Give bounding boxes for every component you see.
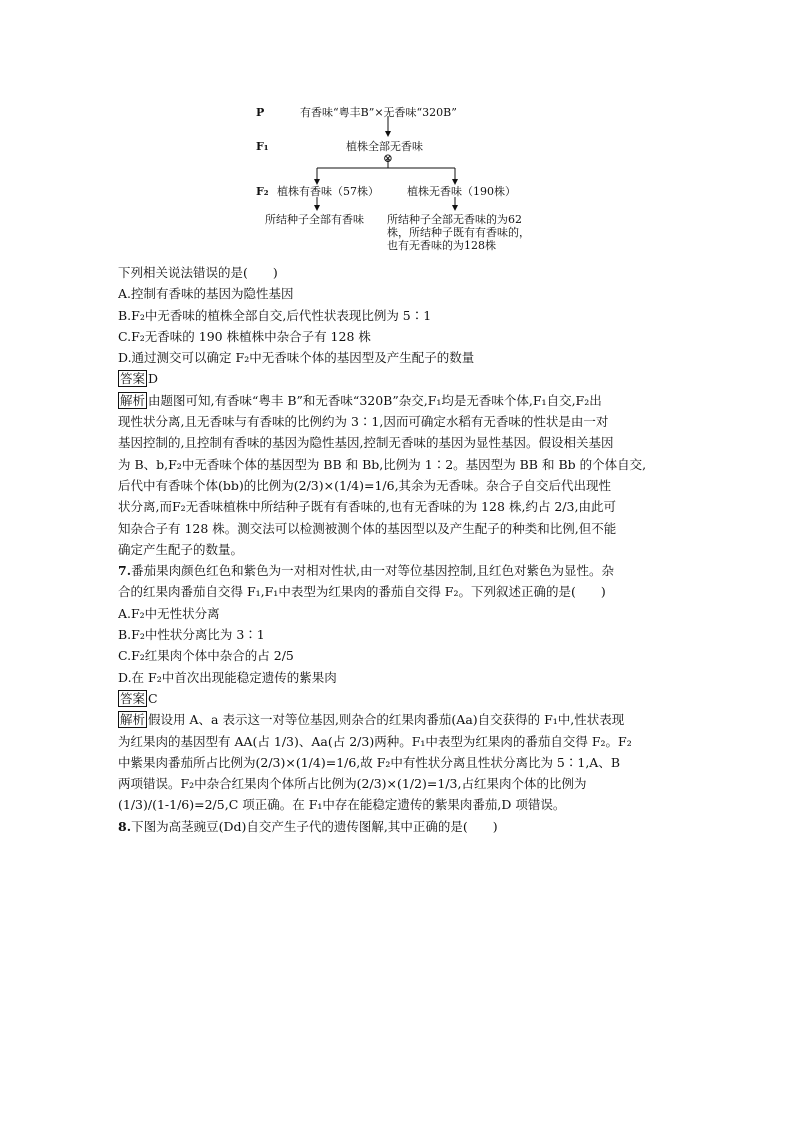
- q6-answer: [118, 368, 688, 389]
- q6-analysis-line: 后代中有香味个体(bb)的比例为(2/3)×(1/4)=1/6,其余为无香味。杂合子自交后代出现性: [118, 477, 612, 493]
- q6-analysis-text: 由题图可知,有香味“粤丰 B”和无香味“320B”杂交,F₁均是无香味个体,F₁自交,F₂出: [148, 392, 602, 408]
- q7-option-a: A.F₂中无性状分离: [118, 605, 220, 621]
- genetic-cross-diagram: [250, 100, 570, 265]
- selfing-icon: ⊗: [383, 151, 394, 165]
- right-result-line-1: 所结种子全部无香味的为62: [387, 213, 522, 226]
- q6-analysis-line: [118, 390, 688, 411]
- q7-analysis-line: 中紫果肉番茄所占比例为(2/3)×(1/4)=1/6,故 F₂中有性状分离且性状分离比为 5∶1,A、B: [118, 754, 621, 770]
- f1-text: 植株全部无香味: [346, 140, 423, 153]
- p-cross-text: 有香味“粤丰B”×无香味“320B”: [300, 106, 457, 119]
- q7-option-d: D.在 F₂中首次出现能稳定遗传的紫果肉: [118, 669, 337, 685]
- q7-answer: [118, 688, 688, 709]
- f1-label: F₁: [256, 140, 269, 153]
- q7-option-b: B.F₂中性状分离比为 3∶1: [118, 627, 265, 643]
- q7-stem-line: 合的红果肉番茄自交得 F₁,F₁中表型为红果肉的番茄自交得 F₂。下列叙述正确的是( ): [118, 584, 606, 600]
- q7-stem-line: [118, 560, 688, 581]
- right-result-line-3: 也有无香味的为128株: [387, 239, 496, 252]
- q6-option-a: A.控制有香味的基因为隐性基因: [118, 286, 294, 302]
- q8-number: 8.: [118, 818, 132, 834]
- q7-analysis-text: 假设用 A、a 表示这一对等位基因,则杂合的红果肉番茄(Aa)自交获得的 F₁中,性状表现: [148, 712, 625, 728]
- q6-answer-value: D: [148, 371, 159, 387]
- left-result-text: 所结种子全部有香味: [265, 213, 364, 226]
- right-result-line-2: 株，所结种子既有有香味的，: [387, 226, 530, 239]
- q6-option-c: C.F₂无香味的 190 株植株中杂合子有 128 株: [118, 328, 371, 344]
- q6-analysis-line: 状分离,而F₂无香味植株中所结种子既有有香味的,也有无香味的为 128 株,约占 2/3,由此可: [118, 499, 616, 515]
- q6-analysis-line: 为 B、b,F₂中无香味个体的基因型为 BB 和 Bb,比例为 1∶2。基因型为 BB 和 Bb 的个体自交,: [118, 456, 647, 472]
- f2-label: F₂: [256, 185, 269, 198]
- q7-analysis-line: [118, 709, 688, 730]
- answer-label: 答案: [120, 690, 146, 706]
- q6-option-d: D.通过测交可以确定 F₂中无香味个体的基因型及产生配子的数量: [118, 350, 475, 366]
- q7-stem-text: 番茄果肉颜色红色和紫色为一对相对性状,由一对等位基因控制,且红色对紫色为显性。杂: [131, 563, 615, 579]
- document-body: [118, 262, 688, 837]
- p-label: P: [256, 106, 265, 119]
- q6-analysis-line: 知杂合子有 128 株。测交法可以检测被测个体的基因型以及产生配子的种类和比例,但不能: [118, 520, 617, 536]
- q7-answer-value: C: [148, 690, 158, 706]
- q6-option-b: B.F₂中无香味的植株全部自交,后代性状表现比例为 5∶1: [118, 307, 432, 323]
- answer-label: 答案: [120, 371, 146, 387]
- f2-right-text: 植株无香味（190株）: [407, 185, 516, 198]
- q7-analysis-line: (1/3)/(1-1/6)=2/5,C 项正确。在 F₁中存在能稳定遗传的紫果肉番茄,D 项错误。: [118, 797, 566, 813]
- analysis-label: 解析: [120, 392, 146, 408]
- q7-option-c: C.F₂红果肉个体中杂合的占 2/5: [118, 648, 294, 664]
- q6-stem: 下列相关说法错误的是( ): [118, 265, 278, 280]
- q6-analysis-line: 基因控制的,且控制有香味的基因为隐性基因,控制无香味的基因为显性基因。假设相关基因: [118, 435, 614, 451]
- q8-stem-line: [118, 816, 688, 837]
- q8-stem-text: 下图为高茎豌豆(Dd)自交产生子代的遗传图解,其中正确的是( ): [131, 818, 498, 834]
- q7-number: 7.: [118, 563, 132, 579]
- analysis-label: 解析: [120, 712, 146, 728]
- q7-analysis-line: 为红果肉的基因型有 AA(占 1/3)、Aa(占 2/3)两种。F₁中表型为红果肉的番茄自交得 F₂。F₂: [118, 733, 632, 749]
- q6-analysis-line: 现性状分离,且无香味与有香味的比例约为 3∶1,因而可确定水稻有无香味的性状是由一对: [118, 414, 609, 430]
- q7-analysis-line: 两项错误。F₂中杂合红果肉个体所占比例为(2/3)×(1/2)=1/3,占红果肉个体的比例为: [118, 776, 587, 792]
- q6-analysis-line: 确定产生配子的数量。: [118, 541, 244, 557]
- f2-left-text: 植株有香味（57株）: [277, 185, 379, 198]
